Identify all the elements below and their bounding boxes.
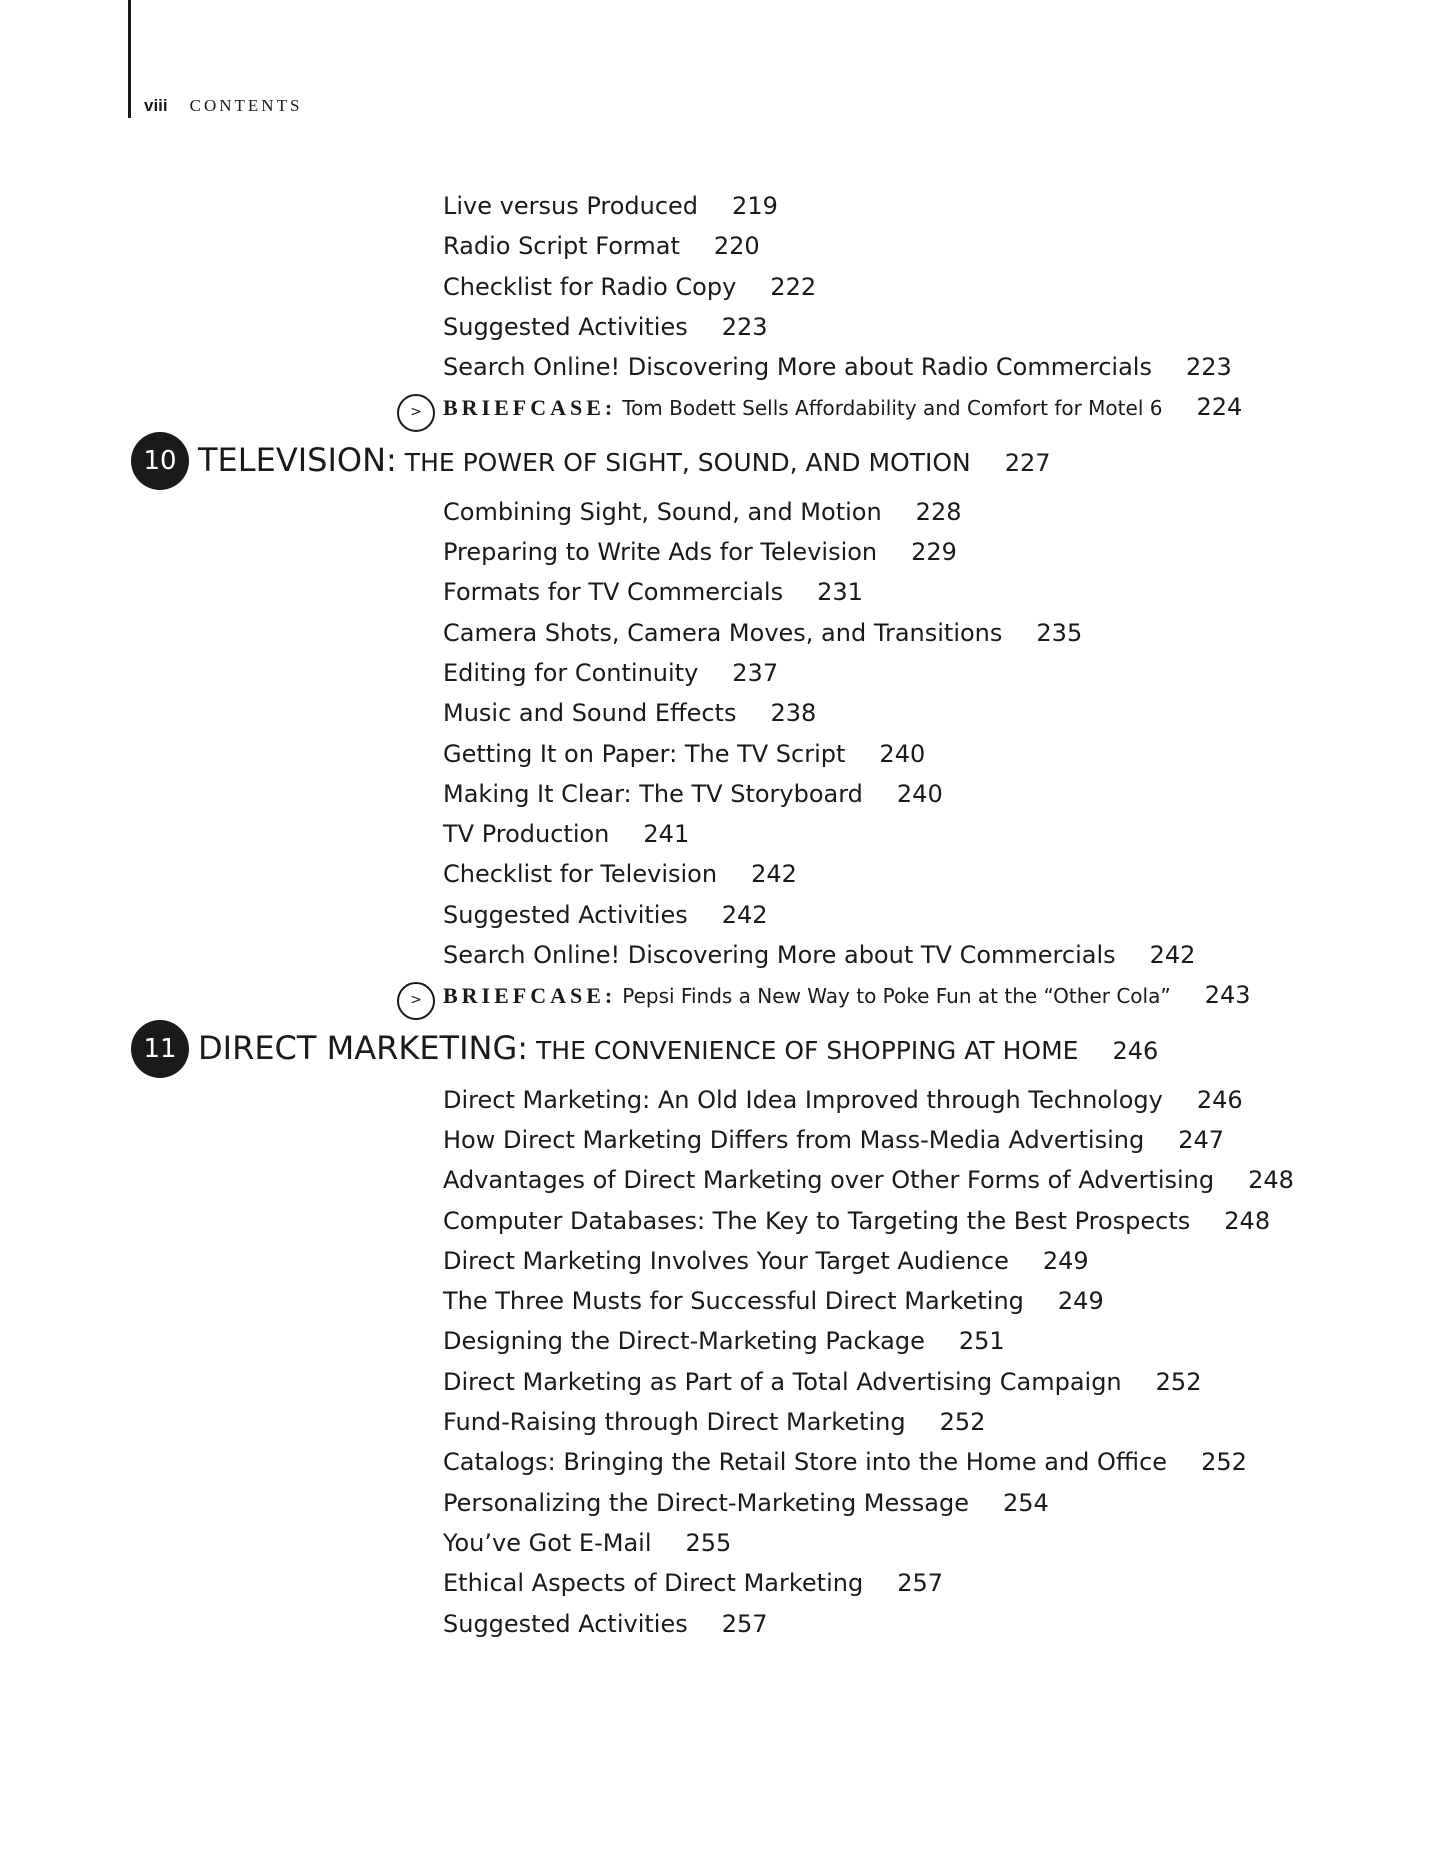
arrow-icon: > [397, 394, 435, 432]
entry-title: Editing for Continuity [443, 658, 699, 687]
entry-page: 242 [1149, 941, 1196, 970]
toc-entry[interactable] [0, 653, 1445, 693]
toc-entry[interactable] [0, 613, 1445, 653]
chapter-page: 227 [1004, 448, 1051, 477]
toc-entry[interactable] [0, 267, 1445, 307]
entry-title: Direct Marketing: An Old Idea Improved through Technology [443, 1085, 1163, 1114]
entry-page: 235 [1036, 618, 1083, 647]
toc-entry[interactable] [0, 1120, 1445, 1160]
table-of-contents [0, 186, 1445, 1644]
entry-title: Making It Clear: The TV Storyboard [443, 779, 863, 808]
entry-title: Catalogs: Bringing the Retail Store into the Home and Office [443, 1448, 1168, 1477]
briefcase-label: BRIEFCASE: [443, 395, 617, 421]
toc-entry[interactable] [0, 854, 1445, 894]
entry-page: 237 [732, 658, 779, 687]
toc-entry[interactable] [0, 895, 1445, 935]
entry-page: 249 [1042, 1246, 1089, 1275]
running-title: CONTENTS [189, 96, 303, 115]
entry-page: 242 [751, 860, 797, 889]
toc-entry[interactable] [0, 814, 1445, 854]
entry-title: Direct Marketing Involves Your Target Audience [443, 1246, 1009, 1275]
briefcase-label: BRIEFCASE: [443, 983, 617, 1009]
entry-title: Personalizing the Direct-Marketing Message [443, 1488, 969, 1517]
entry-title: Search Online! Discovering More about TV Commercials [443, 941, 1116, 970]
chapter-subtitle: THE CONVENIENCE OF SHOPPING AT HOME [536, 1035, 1079, 1065]
entry-page: 252 [1201, 1448, 1247, 1477]
toc-entry[interactable] [0, 572, 1445, 612]
entry-title: Advantages of Direct Marketing over Other Forms of Advertising [443, 1166, 1215, 1195]
entry-title: Suggested Activities [443, 312, 688, 341]
briefcase-title: Pepsi Finds a New Way to Poke Fun at the “Other Cola” [622, 984, 1171, 1009]
toc-entry[interactable] [0, 186, 1445, 226]
chapter-page: 246 [1112, 1036, 1159, 1065]
entry-title: TV Production [443, 820, 610, 849]
entry-title: How Direct Marketing Differs from Mass-Media Advertising [443, 1125, 1145, 1154]
toc-entry[interactable] [0, 1241, 1445, 1281]
chapter-title: TELEVISION: [198, 440, 397, 479]
entry-page: 220 [713, 232, 760, 261]
chapter-number: 10 [131, 432, 189, 490]
chapter-title: DIRECT MARKETING: [198, 1028, 529, 1067]
toc-entry[interactable] [0, 1483, 1445, 1523]
chapter-subtitle: THE POWER OF SIGHT, SOUND, AND MOTION [404, 447, 971, 477]
toc-entry[interactable] [0, 693, 1445, 733]
entry-page: 254 [1003, 1488, 1049, 1517]
entry-page: 229 [911, 538, 957, 567]
entry-title: Music and Sound Effects [443, 699, 737, 728]
toc-entry[interactable] [0, 1080, 1445, 1120]
entry-title: Designing the Direct-Marketing Package [443, 1327, 925, 1356]
entry-title: Direct Marketing as Part of a Total Advertising Campaign [443, 1367, 1122, 1396]
entry-page: 222 [770, 272, 817, 301]
entry-title: Radio Script Format [443, 232, 680, 261]
toc-entry[interactable] [0, 1402, 1445, 1442]
toc-entry[interactable] [0, 1442, 1445, 1482]
entry-page: 240 [879, 739, 926, 768]
toc-entry[interactable] [0, 1160, 1445, 1200]
entry-title: Suggested Activities [443, 900, 688, 929]
entry-page: 242 [721, 900, 768, 929]
entry-page: 238 [770, 699, 817, 728]
entry-title: Preparing to Write Ads for Television [443, 538, 878, 567]
chapter-number: 11 [131, 1020, 189, 1078]
margin-rule [128, 0, 131, 118]
toc-entry[interactable] [0, 347, 1445, 387]
toc-entry[interactable] [0, 226, 1445, 266]
toc-entry[interactable] [0, 734, 1445, 774]
briefcase-title: Tom Bodett Sells Affordability and Comfort for Motel 6 [622, 396, 1163, 421]
briefcase-entry[interactable] [0, 975, 1445, 1015]
toc-entry[interactable] [0, 1563, 1445, 1603]
toc-entry[interactable] [0, 1201, 1445, 1241]
entry-page: 252 [1155, 1367, 1202, 1396]
entry-title: Ethical Aspects of Direct Marketing [443, 1569, 864, 1598]
toc-entry[interactable] [0, 1604, 1445, 1644]
briefcase-page: 224 [1196, 393, 1243, 422]
entry-title: Formats for TV Commercials [443, 578, 784, 607]
toc-entry[interactable] [0, 1523, 1445, 1563]
briefcase-entry[interactable] [0, 387, 1445, 427]
entry-title: Fund-Raising through Direct Marketing [443, 1408, 906, 1437]
entry-page: 257 [721, 1609, 768, 1638]
toc-entry[interactable] [0, 935, 1445, 975]
entry-page: 240 [896, 779, 943, 808]
entry-page: 248 [1248, 1166, 1294, 1195]
toc-entry[interactable] [0, 1281, 1445, 1321]
entry-page: 223 [1185, 353, 1232, 382]
toc-entry[interactable] [0, 492, 1445, 532]
toc-entry[interactable] [0, 1321, 1445, 1361]
entry-title: Search Online! Discovering More about Radio Commercials [443, 353, 1152, 382]
page-folio: viii [144, 96, 168, 115]
entry-title: Suggested Activities [443, 1609, 688, 1638]
arrow-icon: > [397, 982, 435, 1020]
entry-page: 255 [685, 1528, 732, 1557]
entry-title: Checklist for Television [443, 860, 718, 889]
entry-title: Combining Sight, Sound, and Motion [443, 497, 882, 526]
entry-page: 248 [1224, 1206, 1271, 1235]
entry-title: Live versus Produced [443, 192, 699, 220]
toc-entry[interactable] [0, 532, 1445, 572]
entry-title: The Three Musts for Successful Direct Marketing [443, 1287, 1024, 1316]
toc-entry[interactable] [0, 307, 1445, 347]
toc-entry[interactable] [0, 774, 1445, 814]
briefcase-page: 243 [1204, 981, 1251, 1010]
entry-page: 228 [915, 497, 962, 526]
entry-title: Checklist for Radio Copy [443, 272, 737, 301]
entry-page: 257 [897, 1569, 943, 1598]
toc-entry[interactable] [0, 1362, 1445, 1402]
entry-title: You’ve Got E-Mail [443, 1528, 652, 1557]
running-head [144, 96, 302, 116]
entry-page: 247 [1178, 1125, 1225, 1154]
entry-page: 231 [817, 578, 863, 607]
chapter-heading[interactable] [0, 428, 1445, 492]
entry-title: Camera Shots, Camera Moves, and Transitions [443, 618, 1003, 647]
entry-page: 241 [643, 820, 690, 849]
entry-page: 252 [939, 1408, 986, 1437]
entry-page: 219 [732, 192, 778, 220]
entry-page: 223 [721, 312, 768, 341]
entry-title: Computer Databases: The Key to Targeting the Best Prospects [443, 1206, 1191, 1235]
entry-title: Getting It on Paper: The TV Script [443, 739, 846, 768]
entry-page: 251 [958, 1327, 1005, 1356]
entry-page: 249 [1057, 1287, 1104, 1316]
chapter-heading[interactable] [0, 1016, 1445, 1080]
entry-page: 246 [1196, 1085, 1243, 1114]
